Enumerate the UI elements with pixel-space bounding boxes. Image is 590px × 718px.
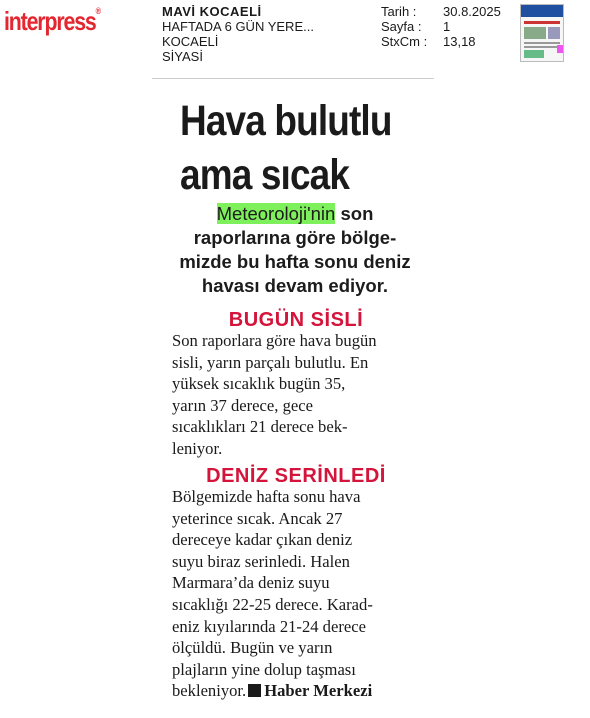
body-line: suyu biraz serinledi. Halen	[172, 551, 350, 571]
article-headline	[180, 94, 392, 202]
info-label: StxCm :	[381, 34, 428, 49]
section-title-deniz-serinledi: DENİZ SERİNLEDİ	[206, 465, 386, 487]
info-value: 1	[443, 19, 451, 34]
info-row-date	[381, 4, 501, 19]
body-line: yarın 37 derece, gece	[172, 395, 313, 415]
publication-frequency: HAFTADA 6 GÜN YERE...	[162, 19, 314, 34]
info-value: 30.8.2025	[443, 4, 501, 19]
byline: Haber Merkezi	[264, 681, 373, 701]
body-line: sıcaklığı 22-25 derece. Karad-	[172, 594, 373, 614]
body-line: sisli, yarın parçalı bulutlu. En	[172, 352, 369, 372]
info-value: 13,18	[443, 34, 476, 49]
section-title-bugun-sisli: BUGÜN SİSLİ	[228, 309, 364, 331]
body-line: ölçüldü. Bugün ve yarın	[172, 638, 333, 658]
body-line: yeterince sıcak. Ancak 27	[172, 508, 343, 528]
interpress-logo: interpress®	[4, 6, 102, 36]
body-line: dereceye kadar çıkan deniz	[172, 530, 353, 550]
header-divider	[152, 78, 434, 79]
publication-name: MAVİ KOCAELİ	[162, 4, 262, 19]
body-line-last: bekleniyor. Haber Merkezi	[172, 681, 373, 701]
square-bullet-icon	[248, 684, 261, 697]
body-line: sıcaklıkları 21 derece bek-	[172, 417, 348, 437]
info-label: Tarih :	[381, 4, 417, 19]
page-thumbnail[interactable]	[520, 4, 564, 62]
publication-category: SİYASİ	[162, 49, 203, 64]
info-row-stxcm	[381, 34, 501, 49]
article-spot: Meteoroloji'nin son raporlarına göre bölge- mizde bu hafta sonu deniz havası devam ediyor.	[179, 203, 411, 296]
section1-body	[172, 330, 426, 460]
body-line: plajların yine dolup taşması	[172, 659, 356, 679]
body-line: Marmara’da deniz suyu	[172, 573, 330, 593]
headline-line: Hava bulutlu	[180, 97, 392, 145]
publication-region: KOCAELİ	[162, 34, 219, 49]
info-label: Sayfa :	[381, 19, 422, 34]
body-line: eniz kıyılarında 21-24 derece	[172, 616, 366, 636]
body-line: Bölgemizde hafta sonu hava	[172, 487, 361, 506]
section2-body	[172, 486, 426, 702]
body-line: leniyor.	[172, 438, 223, 458]
body-line: yüksek sıcaklık bugün 35,	[172, 374, 346, 394]
body-line: Son raporlara göre hava bugün	[172, 331, 377, 350]
highlighted-keyword: Meteoroloji'nin	[216, 203, 336, 224]
clipping-meta	[162, 4, 314, 64]
headline-line: ama sıcak	[180, 151, 350, 199]
clipping-info	[381, 4, 501, 49]
info-row-page	[381, 19, 501, 34]
